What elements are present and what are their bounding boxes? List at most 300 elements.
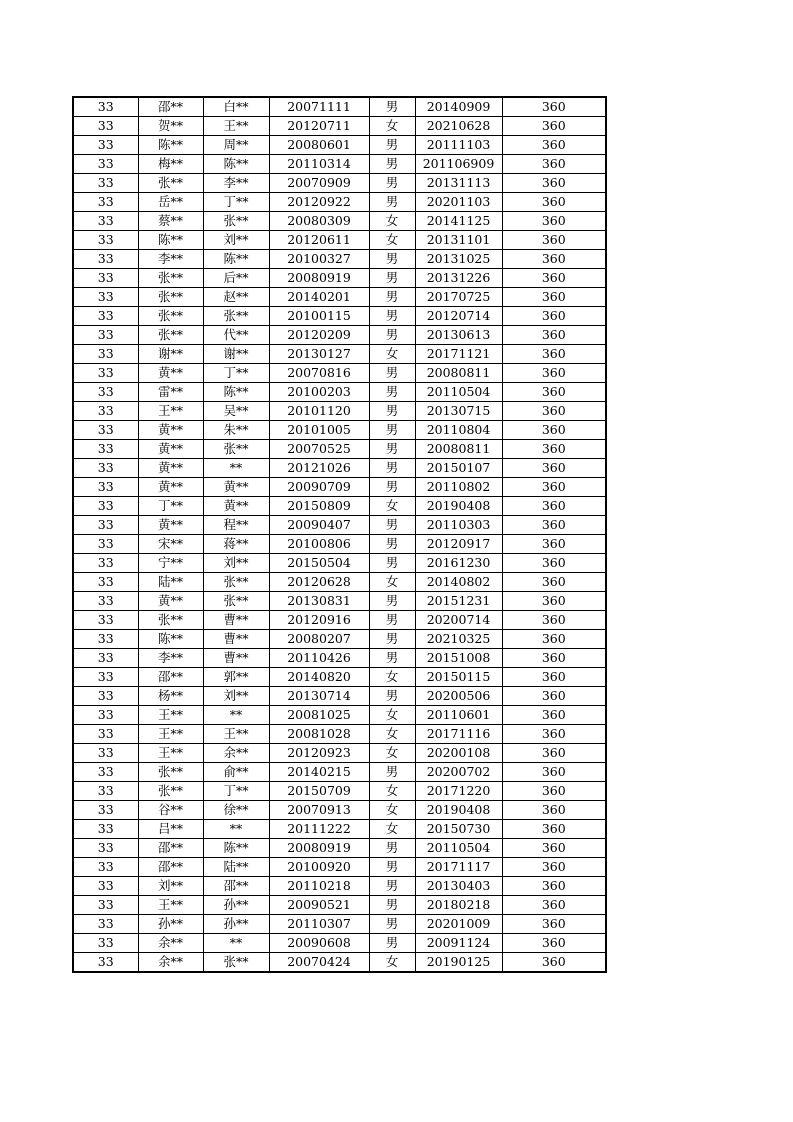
name-b-cell: 张**	[203, 573, 269, 592]
date-b-cell: 201106909	[415, 155, 502, 174]
date-b-cell: 20171116	[415, 725, 502, 744]
gender-cell: 男	[369, 839, 415, 858]
date-a-cell: 20080207	[269, 630, 369, 649]
group-cell: 33	[73, 402, 138, 421]
group-cell: 33	[73, 421, 138, 440]
table-row	[73, 877, 606, 896]
name-b-cell: 谢**	[203, 345, 269, 364]
date-b-cell: 20200506	[415, 687, 502, 706]
group-cell: 33	[73, 554, 138, 573]
table-row	[73, 915, 606, 934]
amount-cell: 360	[502, 725, 606, 744]
name-b-cell: **	[203, 459, 269, 478]
amount-cell: 360	[502, 440, 606, 459]
table-row	[73, 250, 606, 269]
group-cell: 33	[73, 136, 138, 155]
gender-cell: 女	[369, 117, 415, 136]
group-cell: 33	[73, 915, 138, 934]
amount-cell: 360	[502, 649, 606, 668]
amount-cell: 360	[502, 97, 606, 117]
gender-cell: 女	[369, 953, 415, 973]
group-cell: 33	[73, 231, 138, 250]
group-cell: 33	[73, 212, 138, 231]
date-a-cell: 20090521	[269, 896, 369, 915]
date-b-cell: 20120917	[415, 535, 502, 554]
gender-cell: 男	[369, 440, 415, 459]
name-a-cell: 余**	[138, 953, 203, 973]
group-cell: 33	[73, 459, 138, 478]
group-cell: 33	[73, 364, 138, 383]
table-row	[73, 326, 606, 345]
name-a-cell: 谷**	[138, 801, 203, 820]
date-a-cell: 20130831	[269, 592, 369, 611]
date-a-cell: 20110426	[269, 649, 369, 668]
amount-cell: 360	[502, 820, 606, 839]
name-b-cell: 王**	[203, 725, 269, 744]
date-b-cell: 20110601	[415, 706, 502, 725]
gender-cell: 男	[369, 763, 415, 782]
name-b-cell: 张**	[203, 953, 269, 973]
name-a-cell: 吕**	[138, 820, 203, 839]
name-b-cell: 程**	[203, 516, 269, 535]
group-cell: 33	[73, 687, 138, 706]
name-a-cell: 黄**	[138, 478, 203, 497]
gender-cell: 男	[369, 478, 415, 497]
date-a-cell: 20071111	[269, 97, 369, 117]
table-row	[73, 592, 606, 611]
gender-cell: 男	[369, 934, 415, 953]
date-a-cell: 20130127	[269, 345, 369, 364]
gender-cell: 男	[369, 174, 415, 193]
name-b-cell: **	[203, 820, 269, 839]
amount-cell: 360	[502, 155, 606, 174]
amount-cell: 360	[502, 896, 606, 915]
table-row	[73, 896, 606, 915]
amount-cell: 360	[502, 535, 606, 554]
name-a-cell: 黄**	[138, 364, 203, 383]
group-cell: 33	[73, 250, 138, 269]
name-a-cell: 张**	[138, 174, 203, 193]
date-a-cell: 20101120	[269, 402, 369, 421]
name-a-cell: 雷**	[138, 383, 203, 402]
amount-cell: 360	[502, 801, 606, 820]
amount-cell: 360	[502, 763, 606, 782]
name-b-cell: 丁**	[203, 782, 269, 801]
date-b-cell: 20130715	[415, 402, 502, 421]
amount-cell: 360	[502, 611, 606, 630]
date-a-cell: 20081028	[269, 725, 369, 744]
date-b-cell: 20200714	[415, 611, 502, 630]
name-a-cell: 张**	[138, 326, 203, 345]
date-a-cell: 20140215	[269, 763, 369, 782]
name-a-cell: 刘**	[138, 877, 203, 896]
amount-cell: 360	[502, 402, 606, 421]
group-cell: 33	[73, 155, 138, 174]
name-b-cell: 王**	[203, 117, 269, 136]
amount-cell: 360	[502, 345, 606, 364]
name-b-cell: 刘**	[203, 687, 269, 706]
name-a-cell: 王**	[138, 706, 203, 725]
name-b-cell: 刘**	[203, 231, 269, 250]
date-b-cell: 20190125	[415, 953, 502, 973]
name-b-cell: 李**	[203, 174, 269, 193]
gender-cell: 女	[369, 706, 415, 725]
gender-cell: 男	[369, 630, 415, 649]
gender-cell: 女	[369, 744, 415, 763]
date-a-cell: 20111222	[269, 820, 369, 839]
amount-cell: 360	[502, 421, 606, 440]
date-b-cell: 20140909	[415, 97, 502, 117]
date-b-cell: 20110504	[415, 839, 502, 858]
amount-cell: 360	[502, 782, 606, 801]
name-a-cell: 宁**	[138, 554, 203, 573]
gender-cell: 男	[369, 97, 415, 117]
group-cell: 33	[73, 934, 138, 953]
gender-cell: 男	[369, 155, 415, 174]
date-a-cell: 20081025	[269, 706, 369, 725]
name-a-cell: 张**	[138, 269, 203, 288]
table-row	[73, 706, 606, 725]
table-row	[73, 174, 606, 193]
name-a-cell: 杨**	[138, 687, 203, 706]
date-b-cell: 20110804	[415, 421, 502, 440]
group-cell: 33	[73, 573, 138, 592]
gender-cell: 男	[369, 193, 415, 212]
table-row	[73, 269, 606, 288]
date-b-cell: 20131101	[415, 231, 502, 250]
name-a-cell: 陈**	[138, 136, 203, 155]
date-a-cell: 20120922	[269, 193, 369, 212]
name-a-cell: 岳**	[138, 193, 203, 212]
table-row	[73, 307, 606, 326]
date-a-cell: 20140820	[269, 668, 369, 687]
name-b-cell: 郭**	[203, 668, 269, 687]
name-b-cell: 俞**	[203, 763, 269, 782]
date-a-cell: 20090407	[269, 516, 369, 535]
name-a-cell: 丁**	[138, 497, 203, 516]
date-b-cell: 20131025	[415, 250, 502, 269]
amount-cell: 360	[502, 136, 606, 155]
group-cell: 33	[73, 896, 138, 915]
amount-cell: 360	[502, 744, 606, 763]
date-a-cell: 20090608	[269, 934, 369, 953]
date-a-cell: 20120923	[269, 744, 369, 763]
table-row	[73, 535, 606, 554]
gender-cell: 男	[369, 535, 415, 554]
date-b-cell: 20110802	[415, 478, 502, 497]
name-a-cell: 张**	[138, 782, 203, 801]
table-row	[73, 345, 606, 364]
date-a-cell: 20080919	[269, 269, 369, 288]
date-a-cell: 20120209	[269, 326, 369, 345]
date-b-cell: 20110303	[415, 516, 502, 535]
name-b-cell: 孙**	[203, 896, 269, 915]
name-a-cell: 黄**	[138, 516, 203, 535]
name-b-cell: 张**	[203, 440, 269, 459]
date-a-cell: 20110314	[269, 155, 369, 174]
date-a-cell: 20100203	[269, 383, 369, 402]
date-a-cell: 20070525	[269, 440, 369, 459]
table-row	[73, 630, 606, 649]
table-row	[73, 440, 606, 459]
amount-cell: 360	[502, 364, 606, 383]
gender-cell: 女	[369, 345, 415, 364]
gender-cell: 男	[369, 307, 415, 326]
name-a-cell: 蔡**	[138, 212, 203, 231]
name-b-cell: 陆**	[203, 858, 269, 877]
name-a-cell: 王**	[138, 896, 203, 915]
date-a-cell: 20120711	[269, 117, 369, 136]
group-cell: 33	[73, 763, 138, 782]
name-b-cell: 张**	[203, 307, 269, 326]
gender-cell: 男	[369, 896, 415, 915]
name-b-cell: 陈**	[203, 250, 269, 269]
name-b-cell: 陈**	[203, 383, 269, 402]
name-a-cell: 贺**	[138, 117, 203, 136]
gender-cell: 男	[369, 136, 415, 155]
group-cell: 33	[73, 478, 138, 497]
name-a-cell: 王**	[138, 402, 203, 421]
table-row	[73, 820, 606, 839]
gender-cell: 男	[369, 383, 415, 402]
gender-cell: 男	[369, 915, 415, 934]
table-row	[73, 516, 606, 535]
group-cell: 33	[73, 706, 138, 725]
group-cell: 33	[73, 630, 138, 649]
name-a-cell: 谢**	[138, 345, 203, 364]
amount-cell: 360	[502, 934, 606, 953]
group-cell: 33	[73, 326, 138, 345]
amount-cell: 360	[502, 117, 606, 136]
table-row	[73, 97, 606, 117]
date-a-cell: 20140201	[269, 288, 369, 307]
date-b-cell: 20151231	[415, 592, 502, 611]
date-a-cell: 20090709	[269, 478, 369, 497]
table-row	[73, 839, 606, 858]
date-b-cell: 20120714	[415, 307, 502, 326]
date-a-cell: 20150504	[269, 554, 369, 573]
date-b-cell: 20091124	[415, 934, 502, 953]
amount-cell: 360	[502, 231, 606, 250]
name-a-cell: 邵**	[138, 839, 203, 858]
name-b-cell: 丁**	[203, 193, 269, 212]
amount-cell: 360	[502, 839, 606, 858]
group-cell: 33	[73, 193, 138, 212]
gender-cell: 男	[369, 421, 415, 440]
table-row	[73, 288, 606, 307]
date-b-cell: 20080811	[415, 364, 502, 383]
name-a-cell: 王**	[138, 744, 203, 763]
gender-cell: 男	[369, 288, 415, 307]
table-row	[73, 744, 606, 763]
date-a-cell: 20110307	[269, 915, 369, 934]
name-b-cell: 徐**	[203, 801, 269, 820]
group-cell: 33	[73, 858, 138, 877]
name-b-cell: 后**	[203, 269, 269, 288]
date-a-cell: 20120916	[269, 611, 369, 630]
date-b-cell: 20200702	[415, 763, 502, 782]
amount-cell: 360	[502, 269, 606, 288]
amount-cell: 360	[502, 573, 606, 592]
name-b-cell: **	[203, 934, 269, 953]
table-row	[73, 934, 606, 953]
group-cell: 33	[73, 820, 138, 839]
date-a-cell: 20110218	[269, 877, 369, 896]
gender-cell: 女	[369, 497, 415, 516]
name-a-cell: 黄**	[138, 459, 203, 478]
name-b-cell: 丁**	[203, 364, 269, 383]
name-a-cell: 王**	[138, 725, 203, 744]
name-b-cell: 曹**	[203, 649, 269, 668]
date-a-cell: 20070816	[269, 364, 369, 383]
date-b-cell: 20180218	[415, 896, 502, 915]
name-b-cell: **	[203, 706, 269, 725]
gender-cell: 男	[369, 687, 415, 706]
name-b-cell: 黄**	[203, 478, 269, 497]
group-cell: 33	[73, 535, 138, 554]
name-b-cell: 曹**	[203, 630, 269, 649]
date-b-cell: 20201103	[415, 193, 502, 212]
date-a-cell: 20070913	[269, 801, 369, 820]
date-b-cell: 20141125	[415, 212, 502, 231]
date-b-cell: 20190408	[415, 801, 502, 820]
date-b-cell: 20130403	[415, 877, 502, 896]
table-row	[73, 763, 606, 782]
group-cell: 33	[73, 174, 138, 193]
date-b-cell: 20161230	[415, 554, 502, 573]
gender-cell: 男	[369, 364, 415, 383]
name-a-cell: 邵**	[138, 97, 203, 117]
date-a-cell: 20120611	[269, 231, 369, 250]
amount-cell: 360	[502, 687, 606, 706]
name-a-cell: 邵**	[138, 858, 203, 877]
name-b-cell: 陈**	[203, 839, 269, 858]
gender-cell: 女	[369, 801, 415, 820]
date-a-cell: 20150709	[269, 782, 369, 801]
date-a-cell: 20080601	[269, 136, 369, 155]
name-a-cell: 陆**	[138, 573, 203, 592]
table-row	[73, 478, 606, 497]
date-b-cell: 20150107	[415, 459, 502, 478]
gender-cell: 男	[369, 516, 415, 535]
date-a-cell: 20100806	[269, 535, 369, 554]
date-a-cell: 20101005	[269, 421, 369, 440]
date-a-cell: 20130714	[269, 687, 369, 706]
date-a-cell: 20080919	[269, 839, 369, 858]
group-cell: 33	[73, 668, 138, 687]
amount-cell: 360	[502, 193, 606, 212]
date-a-cell: 20100327	[269, 250, 369, 269]
table-row	[73, 953, 606, 973]
name-a-cell: 黄**	[138, 421, 203, 440]
name-b-cell: 孙**	[203, 915, 269, 934]
name-b-cell: 白**	[203, 97, 269, 117]
amount-cell: 360	[502, 326, 606, 345]
name-a-cell: 张**	[138, 763, 203, 782]
group-cell: 33	[73, 725, 138, 744]
group-cell: 33	[73, 269, 138, 288]
name-a-cell: 邵**	[138, 668, 203, 687]
date-b-cell: 20171220	[415, 782, 502, 801]
amount-cell: 360	[502, 858, 606, 877]
amount-cell: 360	[502, 668, 606, 687]
amount-cell: 360	[502, 288, 606, 307]
table-body	[73, 97, 606, 972]
table-row	[73, 136, 606, 155]
name-a-cell: 黄**	[138, 440, 203, 459]
date-b-cell: 20150730	[415, 820, 502, 839]
gender-cell: 男	[369, 250, 415, 269]
group-cell: 33	[73, 877, 138, 896]
table-row	[73, 668, 606, 687]
name-a-cell: 李**	[138, 649, 203, 668]
table-row	[73, 611, 606, 630]
group-cell: 33	[73, 307, 138, 326]
name-a-cell: 宋**	[138, 535, 203, 554]
date-b-cell: 20200108	[415, 744, 502, 763]
date-b-cell: 20171121	[415, 345, 502, 364]
name-b-cell: 黄**	[203, 497, 269, 516]
name-b-cell: 蒋**	[203, 535, 269, 554]
name-b-cell: 吴**	[203, 402, 269, 421]
table-row	[73, 858, 606, 877]
name-b-cell: 刘**	[203, 554, 269, 573]
date-a-cell: 20100115	[269, 307, 369, 326]
gender-cell: 女	[369, 820, 415, 839]
gender-cell: 女	[369, 573, 415, 592]
name-b-cell: 陈**	[203, 155, 269, 174]
table-row	[73, 459, 606, 478]
gender-cell: 男	[369, 592, 415, 611]
name-b-cell: 朱**	[203, 421, 269, 440]
name-b-cell: 周**	[203, 136, 269, 155]
name-b-cell: 邵**	[203, 877, 269, 896]
name-a-cell: 余**	[138, 934, 203, 953]
gender-cell: 女	[369, 725, 415, 744]
date-b-cell: 20190408	[415, 497, 502, 516]
table-row	[73, 155, 606, 174]
gender-cell: 男	[369, 611, 415, 630]
table-row	[73, 421, 606, 440]
gender-cell: 女	[369, 212, 415, 231]
table-row	[73, 193, 606, 212]
gender-cell: 女	[369, 668, 415, 687]
table-row	[73, 725, 606, 744]
amount-cell: 360	[502, 915, 606, 934]
amount-cell: 360	[502, 212, 606, 231]
table-row	[73, 497, 606, 516]
amount-cell: 360	[502, 383, 606, 402]
date-b-cell: 20080811	[415, 440, 502, 459]
table-row	[73, 117, 606, 136]
name-a-cell: 黄**	[138, 592, 203, 611]
date-b-cell: 20210628	[415, 117, 502, 136]
table-row	[73, 554, 606, 573]
date-b-cell: 20110504	[415, 383, 502, 402]
date-a-cell: 20070424	[269, 953, 369, 973]
date-a-cell: 20121026	[269, 459, 369, 478]
group-cell: 33	[73, 288, 138, 307]
gender-cell: 男	[369, 877, 415, 896]
data-table	[72, 96, 607, 973]
amount-cell: 360	[502, 953, 606, 973]
name-b-cell: 张**	[203, 212, 269, 231]
name-b-cell: 曹**	[203, 611, 269, 630]
date-b-cell: 20150115	[415, 668, 502, 687]
name-a-cell: 张**	[138, 611, 203, 630]
table-row	[73, 383, 606, 402]
table-row	[73, 573, 606, 592]
